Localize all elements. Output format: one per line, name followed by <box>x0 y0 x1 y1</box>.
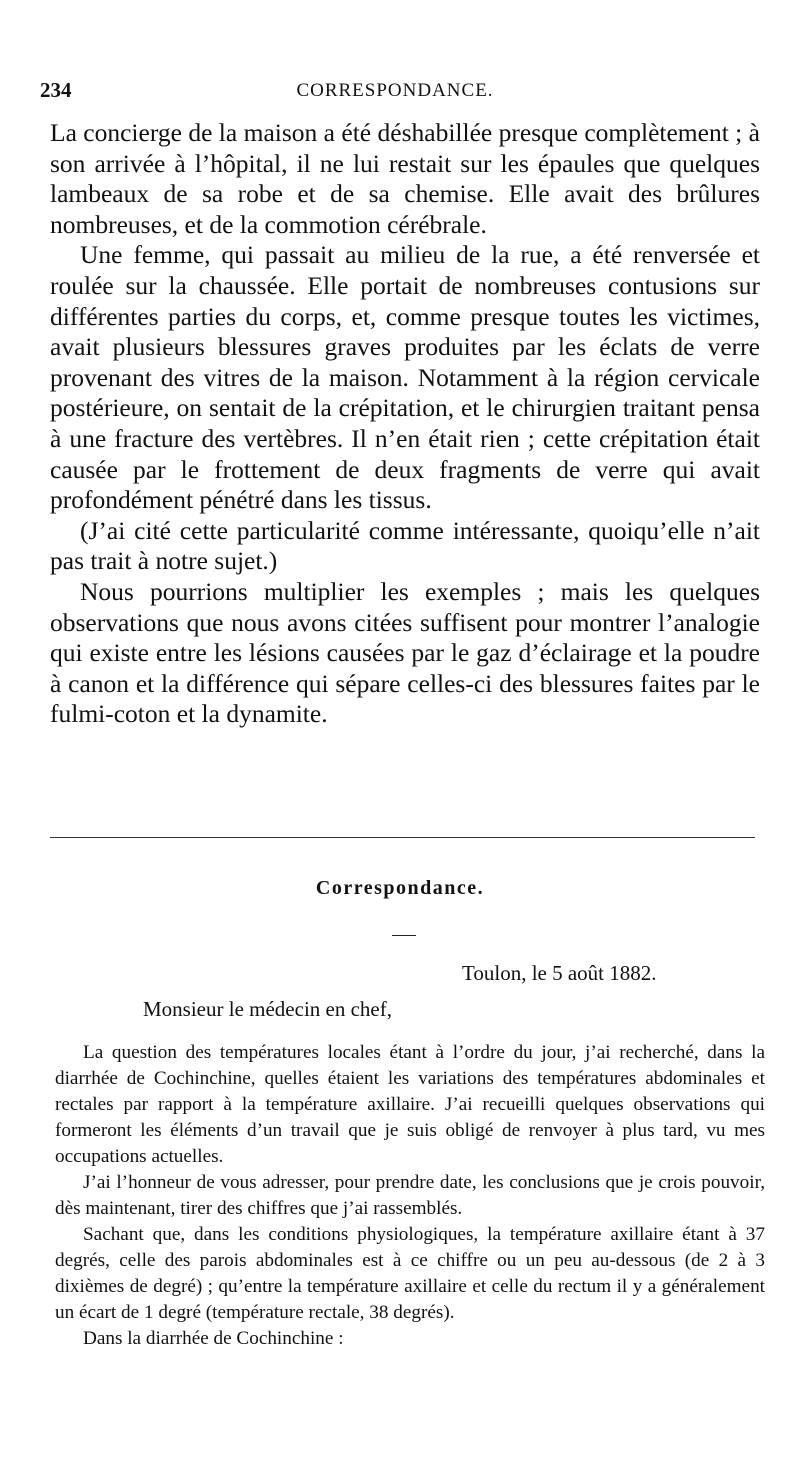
paragraph-woman-street: Une femme, qui passait au milieu de la rue, a été renversée et roulée sur la chaussée. Elle portait de nombreuses contusions sur différentes parties du corps, et, comme presque toutes les victimes, avait plusieurs blessures graves produites par les éclats de verre provenant des vitres de la maison. Notamment à la région cervicale postérieure, on sentait de la crépitation, et le chirurgien traitant pensa à une fracture des vertèbres. Il n’en était rien ; cette crépitation était causée par le frottement de deux fragments de verre qui avait profondément pénétré dans les tissus. <box>50 240 760 515</box>
article-body <box>50 118 760 730</box>
section-title: Correspondance. <box>315 877 485 899</box>
running-title: CORRESPONDANCE. <box>296 80 494 101</box>
section-divider <box>50 837 755 838</box>
letter-dateline: Toulon, le 5 août 1882. <box>462 961 657 985</box>
title-dash <box>392 935 416 936</box>
letter-paragraph-temperatures: Sachant que, dans les conditions physiologiques, la température axillaire étant à 37 degrés, celle des parois abdominales est à ce chiffre ou un peu au-dessous (de 2 à 3 dixièmes de degré) ; qu’entre la température axillaire et celle du rectum il y a généralement un écart de 1 degré (température rectale, 38 degrés). <box>55 1224 765 1323</box>
paragraph-concierge: La concierge de la maison a été déshabillée presque complètement ; à son arrivée à l’hôpital, il ne lui restait sur les épaules que quelques lambeaux de sa robe et de sa chemise. Elle avait des brûlures nombreuses, et de la commotion cérébrale. <box>50 118 760 239</box>
page-number: 234 <box>40 78 72 102</box>
page-header <box>40 78 750 108</box>
letter-paragraph-diarrhea: Dans la diarrhée de Cochinchine : <box>83 1328 344 1349</box>
paragraph-conclusion: Nous pourrions multiplier les exemples ; mais les quelques observations que nous avons citées suffisent pour montrer l’analogie qui existe entre les lésions causées par le gaz d’éclairage et la poudre à canon et la différence qui sépare celles-ci des blessures faites par le fulmi-coton et la dynamite. <box>50 576 760 729</box>
letter-salutation: Monsieur le médecin en chef, <box>143 997 392 1021</box>
letter-paragraph-honour: J’ai l’honneur de vous adresser, pour prendre date, les conclusions que je crois pouvoir, dès maintenant, tirer des chiffres que j’ai rassemblés. <box>55 1172 765 1219</box>
letter-paragraph-question: La question des températures locales étant à l’ordre du jour, j’ai recherché, dans la diarrhée de Cochinchine, quelles étaient les variations des températures abdominales et rectales par rapport à la température axillaire. J’ai recueilli quelques observations qui formeront les éléments d’un travail que je suis obligé de renvoyer à plus tard, vu mes occupations actuelles. <box>55 1042 765 1167</box>
letter-body <box>55 1040 765 1352</box>
paragraph-aside: (J’ai cité cette particularité comme intéressante, quoiqu’elle n’ait pas trait à notre sujet.) <box>50 515 760 576</box>
